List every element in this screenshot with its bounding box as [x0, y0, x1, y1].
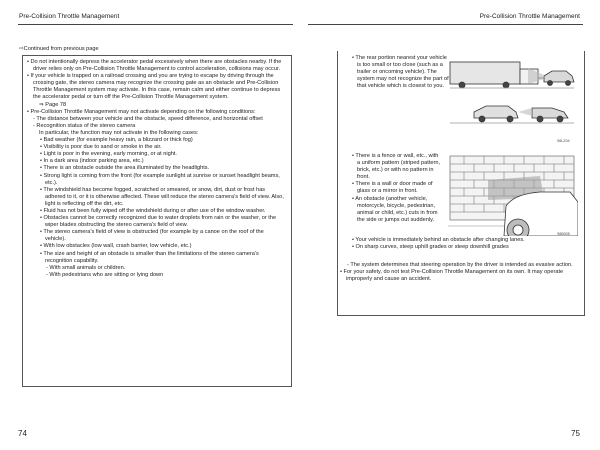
left-page-header: Pre-Collision Throttle Management	[19, 13, 120, 20]
right-items-bottom	[352, 237, 578, 251]
illustration-2-code: S6B005	[557, 232, 570, 236]
right-item-trailer: • The rear portion nearest your vehicle is too small or too close (such as a trailer or oncoming vehicle). The system may not recognize the part of that vehicle which is closest to you.	[352, 55, 449, 90]
item-changing-lanes: • Your vehicle is immediately behind an obstacle after changing lanes.	[352, 237, 525, 243]
case-item: • Obstacles cannot be correctly recognized due to water droplets from rain or the washer, or the wiper blades obstructing the stereo camera’s field of view.	[40, 215, 277, 229]
case-item: • With low obstacles (low wall, crash barrier, low vehicle, etc.)	[40, 243, 192, 250]
wall-illustration	[444, 150, 578, 236]
illustration-1-code: S6LZ04	[557, 139, 570, 143]
continued-note: ⇨Continued from previous page	[19, 46, 99, 52]
left-caution-text	[27, 59, 285, 279]
condition-distance: - The distance between your vehicle and the obstacle, speed difference, and horizontal offset	[33, 115, 263, 122]
right-page-number: 75	[571, 429, 580, 438]
sub-case-item: - With pedestrians who are sitting or lying down	[46, 271, 164, 278]
case-item: • There is an obstacle outside the area illuminated by the headlights.	[40, 165, 210, 172]
condition-intro: In particular, the function may not activate in the following cases:	[39, 129, 199, 136]
caution-paragraph-3: • Pre-Collision Throttle Management may not activate depending on the following conditions:	[27, 108, 256, 115]
case-item: • The size and height of an obstacle is smaller than the limitations of the stereo camera’s recognition capability.	[40, 250, 259, 264]
case-item: • Bad weather (for example heavy rain, a blizzard or thick fog)	[40, 137, 193, 144]
item-sharp-curves: • On sharp curves, steep uphill grades or steep downhill grades	[352, 244, 509, 251]
steering-note: - The system determines that steering operation by the driver is intended as evasive action.	[347, 262, 573, 268]
caution-paragraph-1: • Do not intentionally depress the accelerator pedal excessively when there are obstacles nearby. If the driver relies only on Pre-Collision Throttle Management to control acceleration, collisions may occur.	[27, 59, 282, 73]
case-item: • Fluid has not been fully wiped off the windshield during or after use of the window washer.	[40, 207, 266, 214]
condition-recognition: - Recognition status of the stereo camera	[33, 122, 136, 129]
page-reference: ⇒ Page 78	[39, 101, 67, 108]
case-item: • Strong light is coming from the front (for example sunlight at sunrise or sunset headlight beams, etc.).	[40, 172, 280, 186]
item-glass-wall: • There is a wall or door made of glass or a mirror in front.	[352, 181, 433, 195]
caution-paragraph-2: • If your vehicle is trapped on a railroad crossing and you are trying to escape by driving through the crossing gate, the stereo camera may recognize the crossing gate as an obstacle and Pre-Collision Throttle Management system may activate. In this case, remain calm and either continue to depress the accelerator pedal or turn off the Pre-Collision Throttle Management system.	[27, 73, 281, 101]
item-cut-in: • An obstacle (another vehicle, motorcycle, bicycle, pedestrian, animal or child, etc.) cuts in from the side or jumps out suddenly.	[352, 195, 438, 223]
right-final-text	[340, 262, 578, 283]
right-page-header: Pre-Collision Throttle Management	[479, 13, 580, 20]
left-page-number: 74	[18, 429, 27, 438]
case-item: • The stereo camera’s field of view is obstructed (for example by a canoe on the roof of the vehicle).	[40, 229, 264, 243]
item-fence: • There is a fence or wall, etc., with a uniform pattern (striped pattern, brick, etc.) or with no pattern in front.	[352, 153, 441, 181]
right-header-rule	[308, 24, 583, 25]
trailer-illustration	[444, 54, 578, 140]
case-item: • The windshield has become fogged, scratched or smeared, or snow, dirt, dust or frost has adhered to it, or it is otherwise affected. These will reduce the stereo camera’s field of view. Also, light is reflecting off the dirt, etc.	[40, 186, 284, 207]
case-item: • In a dark area (indoor parking area, etc.)	[40, 158, 144, 165]
case-item: • Visibility is poor due to sand or smoke in the air.	[40, 144, 162, 151]
left-header-rule	[18, 24, 293, 25]
case-item: • Light is poor in the evening, early morning, or at night.	[40, 151, 177, 158]
safety-note: • For your safety, do not test Pre-Collision Throttle Management on its own. It may operate improperly and cause an accident.	[340, 269, 564, 283]
right-items-wall	[352, 153, 442, 224]
sub-case-item: - With small animals or children.	[46, 264, 126, 271]
